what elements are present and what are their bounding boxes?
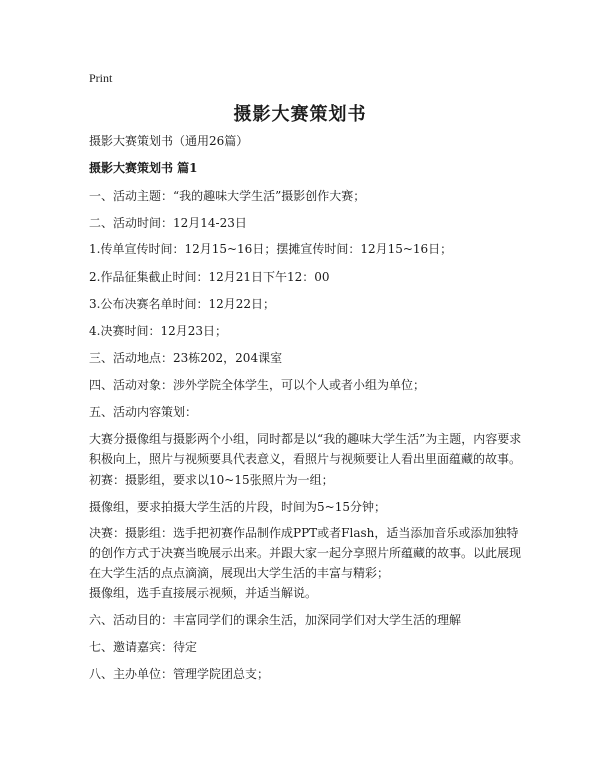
paragraph-audience: 四、活动对象：涉外学院全体学生，可以个人或者小组为单位； bbox=[89, 378, 426, 392]
paragraph-location: 三、活动地点：23栋202，204课室 bbox=[89, 351, 283, 365]
paragraph-time: 二、活动时间：12月14-23日 bbox=[89, 216, 247, 230]
paragraph-content-heading: 五、活动内容策划： bbox=[89, 405, 198, 419]
document-subtitle: 摄影大赛策划书（通用26篇） bbox=[89, 134, 249, 148]
paragraph-final-description: 决赛：摄影组：选手把初赛作品制作成PPT或者Flash，适当添加音乐或添加独特的创作方式于决赛当晚展示出来。并跟大家一起分享照片所蕴藏的故事。以此展现在大学生活的点点滴滴，展现出大学生活的丰富与精彩； bbox=[89, 526, 522, 580]
paragraph-finalist-announce: 3.公布决赛名单时间：12月22日； bbox=[89, 297, 275, 311]
paragraph-video-final: 摄像组，选手直接展示视频，并适当解说。 bbox=[89, 586, 318, 600]
paragraph-final-time: 4.决赛时间：12月23日； bbox=[89, 324, 227, 338]
paragraph-preliminary-video: 摄像组，要求拍摄大学生活的片段，时间为5~15分钟； bbox=[89, 500, 386, 514]
paragraph-flyer-time: 1.传单宣传时间：12月15~16日；摆摊宣传时间：12月15~16日； bbox=[89, 242, 453, 256]
paragraph-deadline: 2.作品征集截止时间：12月21日下午12：00 bbox=[89, 270, 330, 284]
paragraph-purpose: 六、活动目的：丰富同学们的课余生活，加深同学们对大学生活的理解 bbox=[89, 613, 462, 627]
document-title: 摄影大赛策划书 bbox=[233, 104, 367, 125]
print-link[interactable]: Print bbox=[89, 71, 113, 85]
paragraph-theme: 一、活动主题：“我的趣味大学生活”摄影创作大赛； bbox=[89, 189, 366, 203]
paragraph-preliminary-photo: 初赛：摄影组，要求以10~15张照片为一组； bbox=[89, 473, 334, 487]
paragraph-guests: 七、邀请嘉宾：待定 bbox=[89, 640, 198, 654]
paragraph-organizer: 八、主办单位：管理学院团总支； bbox=[89, 667, 270, 681]
section-heading: 摄影大赛策划书 篇1 bbox=[89, 161, 198, 175]
paragraph-content-description: 大赛分摄像组与摄影两个小组，同时都是以“我的趣味大学生活”为主题，内容要求积极向上，照片与视频要具代表意义，看照片与视频要让人看出里面蕴藏的故事。 bbox=[89, 432, 522, 466]
